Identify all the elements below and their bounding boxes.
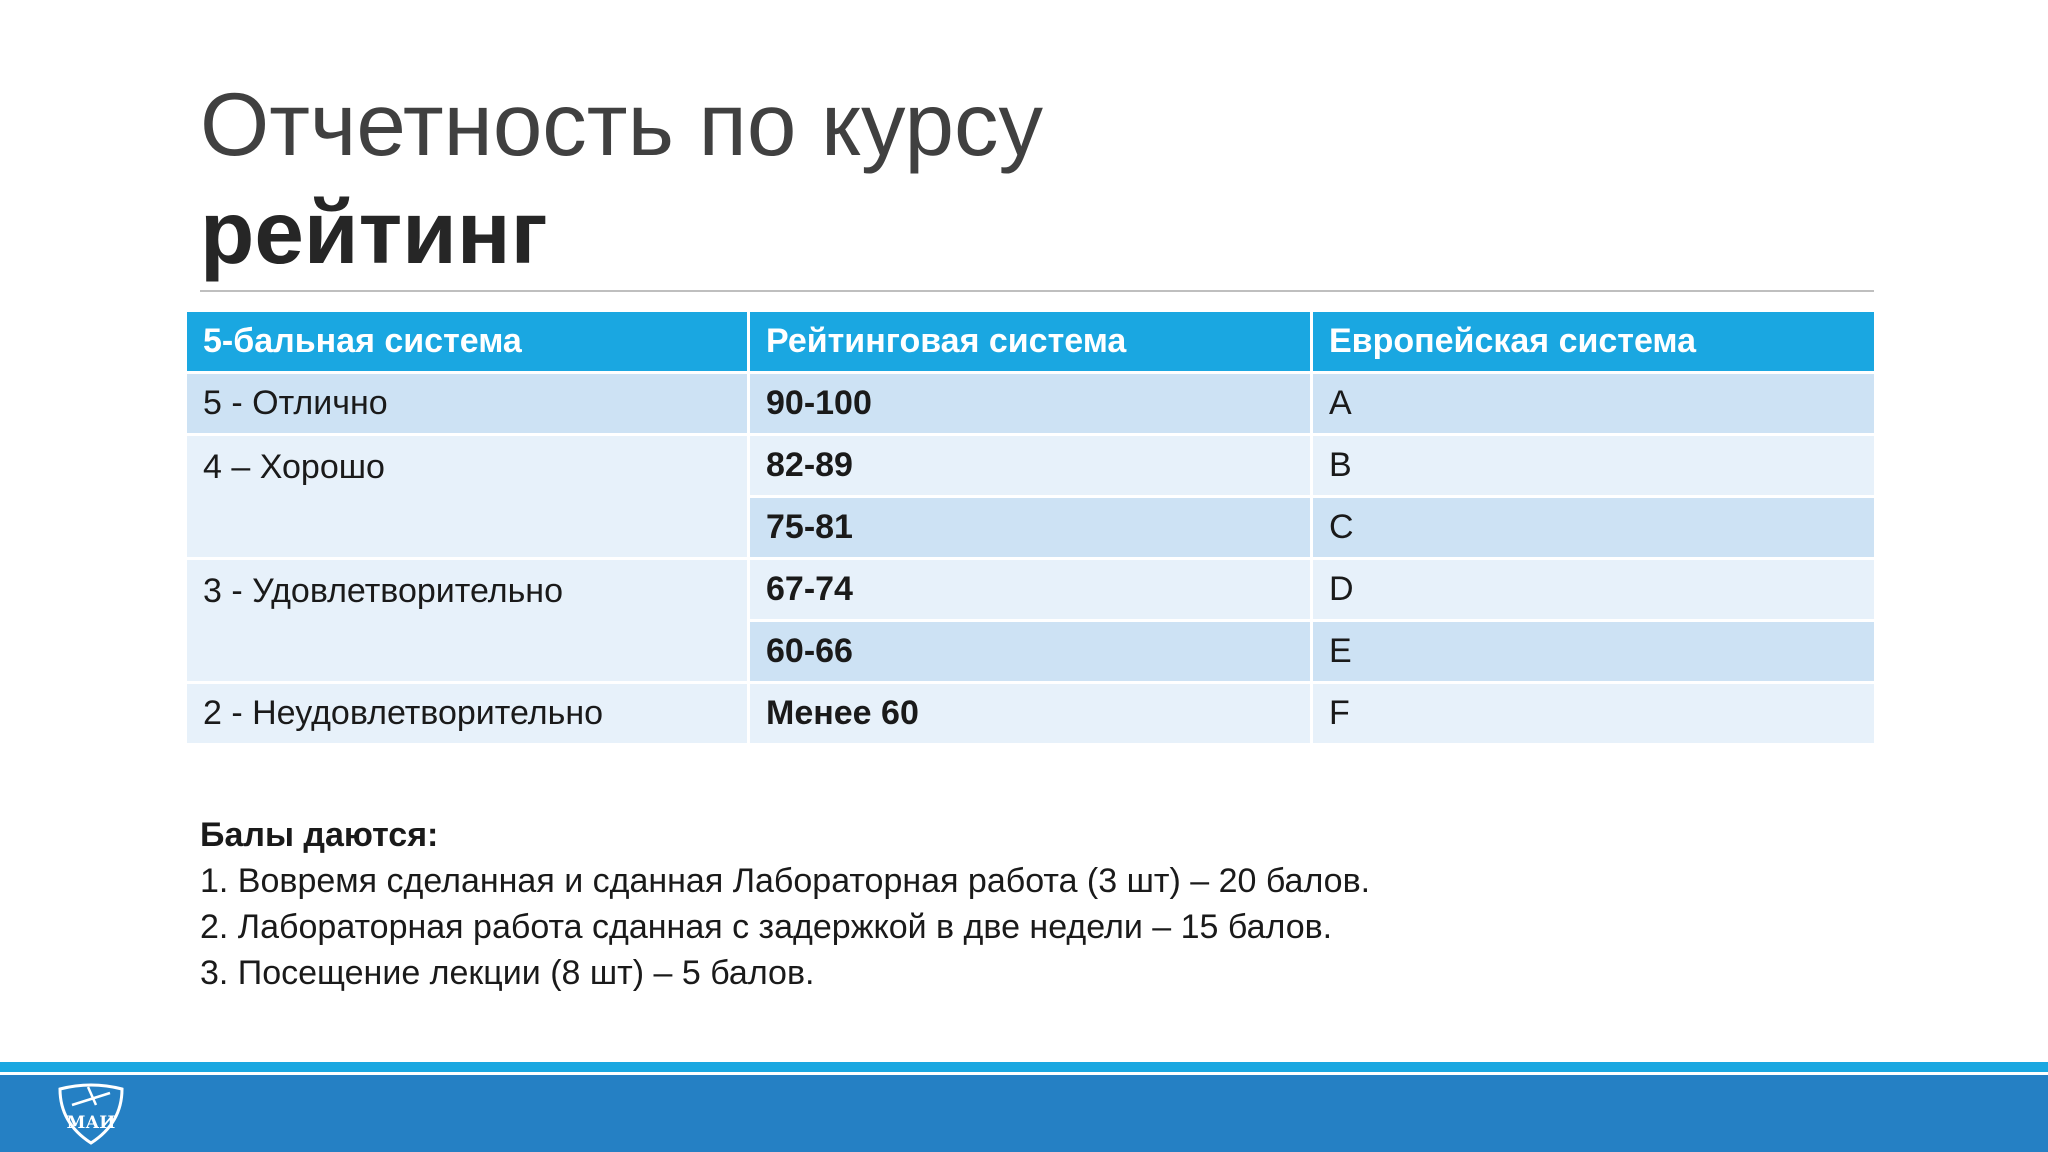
ects-cell: E (1312, 621, 1876, 683)
header-five-point: 5-бальная система (186, 311, 749, 373)
ects-cell: B (1312, 435, 1876, 497)
ects-cell: C (1312, 497, 1876, 559)
notes-item: 2. Лабораторная работа сданная с задержкой в две недели – 15 балов. (200, 908, 1333, 946)
grade-cell: 3 - Удовлетворительно (186, 559, 749, 683)
range-cell: 60-66 (749, 621, 1312, 683)
logo-text: МАИ (66, 1113, 116, 1133)
table-header-row (186, 311, 1876, 373)
range-cell: 90-100 (749, 373, 1312, 435)
header-rating: Рейтинговая система (749, 311, 1312, 373)
footer-stripe (0, 1062, 2048, 1072)
range-cell: 82-89 (749, 435, 1312, 497)
notes-heading: Балы даются: (200, 816, 439, 854)
title-divider (200, 290, 1874, 292)
grading-table (184, 309, 1877, 746)
mai-shield-icon (56, 1083, 126, 1145)
table-row (186, 683, 1876, 745)
ects-cell: D (1312, 559, 1876, 621)
grade-cell: 4 – Хорошо (186, 435, 749, 559)
table-row (186, 373, 1876, 435)
notes-item: 1. Вовремя сделанная и сданная Лабораторная работа (3 шт) – 20 балов. (200, 862, 1371, 900)
grade-cell: 2 - Неудовлетворительно (186, 683, 749, 745)
header-european: Европейская система (1312, 311, 1876, 373)
range-cell: 75-81 (749, 497, 1312, 559)
ects-cell: F (1312, 683, 1876, 745)
ects-cell: A (1312, 373, 1876, 435)
footer-bar (0, 1075, 2048, 1152)
slide-title: Отчетность по курсу (200, 74, 1044, 174)
table-row (186, 435, 1876, 497)
slide-subtitle: рейтинг (200, 182, 548, 282)
notes-item: 3. Посещение лекции (8 шт) – 5 балов. (200, 954, 815, 992)
range-cell: Менее 60 (749, 683, 1312, 745)
grade-cell: 5 - Отлично (186, 373, 749, 435)
points-notes (200, 812, 1370, 996)
range-cell: 67-74 (749, 559, 1312, 621)
table-row (186, 559, 1876, 621)
